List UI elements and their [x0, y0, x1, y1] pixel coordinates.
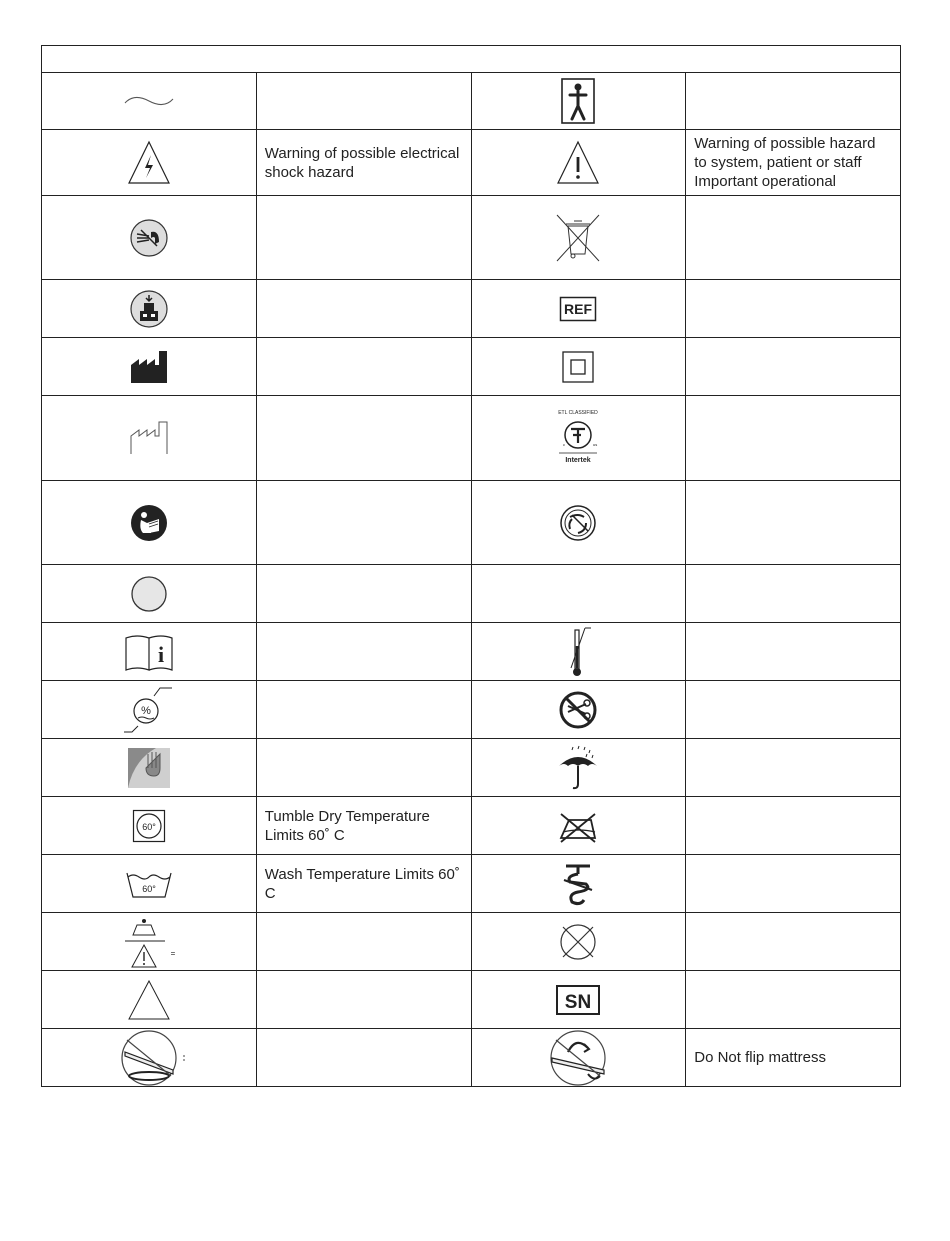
left-description-cell: [256, 681, 471, 739]
symbol-table: [41, 45, 901, 1087]
keep-dry-umbrella-icon: [472, 744, 686, 792]
left-symbol-cell: [42, 623, 257, 681]
wash-60-icon: [42, 867, 256, 901]
right-description-cell: [686, 623, 901, 681]
left-description-cell: [256, 623, 471, 681]
left-symbol-cell: [42, 280, 257, 338]
right-description-cell: [686, 681, 901, 739]
table-row: [42, 855, 901, 913]
left-symbol-cell: [42, 797, 257, 855]
table-row: [42, 797, 901, 855]
weee-crossed-bin-icon: [472, 212, 686, 264]
no-heavy-load-icon: [42, 287, 256, 331]
left-description-cell: [256, 338, 471, 396]
left-description-cell: [256, 396, 471, 481]
right-symbol-cell: [471, 913, 686, 971]
do-not-use-sharp-objects-icon: [472, 690, 686, 730]
general-warning-icon: [472, 139, 686, 187]
right-description-cell: [686, 797, 901, 855]
svg-text:us: us: [593, 442, 598, 447]
right-description-cell: [686, 1029, 901, 1087]
right-symbol-cell: [471, 481, 686, 565]
safe-working-load-icon: [42, 915, 256, 969]
right-symbol-cell: [471, 280, 686, 338]
left-description-cell: [256, 797, 471, 855]
read-instructions-icon: [42, 503, 256, 543]
right-symbol-cell: [471, 130, 686, 196]
do-not-flip-mattress-icon: [472, 1030, 686, 1086]
right-symbol-cell: [471, 565, 686, 623]
right-description-cell: [686, 913, 901, 971]
tumble-dry-60-icon: [42, 809, 256, 843]
right-description-cell: [686, 196, 901, 280]
humidity-limit-icon: [42, 684, 256, 736]
date-of-manufacture-icon: [42, 420, 256, 456]
wipe-clean-icon: [42, 746, 256, 790]
left-description-text: Warning of possible electrical shock hazard: [264, 144, 460, 181]
svg-text:%: %: [140, 704, 151, 717]
left-description-cell: [256, 73, 471, 130]
table-row: [42, 913, 901, 971]
left-symbol-cell: [42, 913, 257, 971]
manufacturer-icon: [42, 349, 256, 385]
svg-text:=: =: [170, 948, 176, 958]
table-row: [42, 1029, 901, 1087]
right-symbol-cell: [471, 623, 686, 681]
left-symbol-cell: [42, 481, 257, 565]
left-description-cell: [256, 565, 471, 623]
right-symbol-cell: [471, 73, 686, 130]
table-row: [42, 196, 901, 280]
right-description-cell: [686, 855, 901, 913]
right-symbol-cell: [471, 196, 686, 280]
triangle-icon: [42, 978, 256, 1022]
right-symbol-cell: [471, 338, 686, 396]
table-row: [42, 338, 901, 396]
svg-text:60°: 60°: [142, 883, 156, 894]
table-row: [42, 623, 901, 681]
table-row: [42, 130, 901, 196]
left-symbol-cell: [42, 196, 257, 280]
right-description-cell: [686, 396, 901, 481]
svg-text:60°: 60°: [142, 821, 156, 832]
table-row: [42, 396, 901, 481]
left-symbol-cell: [42, 396, 257, 481]
svg-text:c: c: [563, 442, 566, 447]
left-symbol-cell: [42, 739, 257, 797]
right-description-cell: [686, 130, 901, 196]
ref-catalog-number-icon: [472, 296, 686, 322]
table-row: [42, 739, 901, 797]
table-row: [42, 280, 901, 338]
right-symbol-cell: [471, 971, 686, 1029]
svg-text:Intertek: Intertek: [565, 457, 592, 464]
left-description-cell: [256, 196, 471, 280]
table-header: [42, 46, 901, 73]
alternating-current-icon: [42, 81, 256, 121]
circle-icon: [42, 574, 256, 614]
left-symbol-cell: [42, 971, 257, 1029]
right-description-cell: [686, 338, 901, 396]
right-description-cell: [686, 280, 901, 338]
left-description-cell: [256, 481, 471, 565]
recycling-mark-icon: [472, 503, 686, 543]
right-description-cell: [686, 565, 901, 623]
type-b-applied-part-icon: [472, 76, 686, 126]
electrical-shock-hazard-icon: [42, 139, 256, 187]
serial-number-icon: [472, 984, 686, 1016]
left-description-cell: [256, 280, 471, 338]
svg-text:ETL CLASSIFIED: ETL CLASSIFIED: [558, 410, 599, 416]
table-row: [42, 565, 901, 623]
operating-instructions-icon: [42, 632, 256, 672]
lifting-hook-icon: [472, 860, 686, 908]
left-symbol-cell: [42, 130, 257, 196]
left-description-cell: [256, 971, 471, 1029]
temperature-limit-icon: [472, 624, 686, 680]
right-description-cell: [686, 971, 901, 1029]
table-row: [42, 73, 901, 130]
etl-classified-mark-icon: [472, 407, 686, 469]
left-description-cell: [256, 1029, 471, 1087]
left-symbol-cell: [42, 338, 257, 396]
left-description-cell: [256, 130, 471, 196]
left-description-cell: [256, 739, 471, 797]
right-symbol-cell: [471, 855, 686, 913]
right-description-cell: [686, 73, 901, 130]
no-cutting-tool-icon: [42, 216, 256, 260]
left-symbol-cell: [42, 681, 257, 739]
left-symbol-cell: [42, 73, 257, 130]
table-header-row: [42, 46, 901, 73]
svg-text:i: i: [157, 641, 164, 667]
svg-text:SN: SN: [565, 991, 592, 1013]
right-symbol-cell: [471, 681, 686, 739]
right-symbol-cell: [471, 1029, 686, 1087]
right-symbol-cell: [471, 797, 686, 855]
table-row: [42, 481, 901, 565]
do-not-rotate-mattress-icon: [42, 1030, 256, 1086]
left-description-cell: [256, 913, 471, 971]
class-ii-equipment-icon: [472, 350, 686, 384]
left-description-cell: [256, 855, 471, 913]
right-symbol-cell: [471, 396, 686, 481]
right-symbol-cell: [471, 739, 686, 797]
svg-text:REF: REF: [564, 300, 593, 317]
left-description-text: Tumble Dry Temperature Limits 60˚ C: [264, 807, 430, 844]
left-description-text: Wash Temperature Limits 60˚ C: [264, 865, 460, 902]
table-row: [42, 681, 901, 739]
left-symbol-cell: [42, 565, 257, 623]
left-symbol-cell: [42, 1029, 257, 1087]
right-description-cell: [686, 481, 901, 565]
right-description-text: Warning of possible hazard to system, patient or staff Important operational: [694, 135, 876, 190]
table-row: [42, 971, 901, 1029]
do-not-iron-icon: [472, 808, 686, 844]
right-description-text: Do Not flip mattress: [694, 1049, 826, 1066]
do-not-dry-clean-icon: [472, 921, 686, 963]
left-symbol-cell: [42, 855, 257, 913]
right-description-cell: [686, 739, 901, 797]
